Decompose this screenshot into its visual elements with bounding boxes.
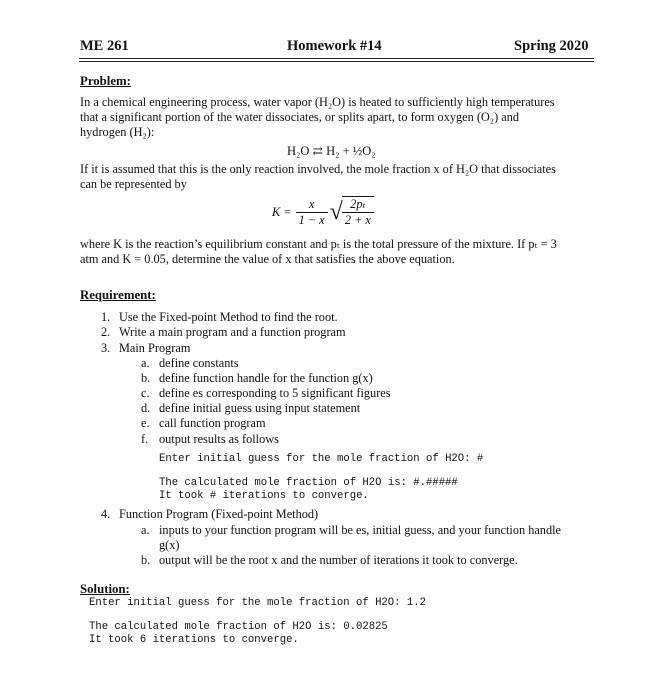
- list-item-number: 3.: [101, 341, 111, 355]
- sub-item-letter: d.: [141, 401, 151, 415]
- formula-sqrt-numerator: 2pₜ: [350, 197, 366, 211]
- sub-item-letter: c.: [141, 386, 150, 400]
- sub-item-letter: a.: [141, 356, 150, 370]
- sub-item-letter: a.: [141, 523, 150, 537]
- problem-line: hydrogen (H₂):: [80, 125, 155, 139]
- problem-line: atm and K = 0.05, determine the value of x that satisfies the above equation.: [80, 252, 455, 266]
- requirement-heading: Requirement:: [80, 288, 156, 302]
- sub-item: define constants: [159, 356, 239, 370]
- sub-item-letter: b.: [141, 371, 151, 385]
- problem-line: where K is the reaction’s equilibrium constant and pₜ is the total pressure of the mixture. If pₜ = 3: [80, 237, 557, 251]
- formula-lhs: K =: [272, 204, 292, 219]
- sub-item: output results as follows: [159, 432, 279, 446]
- course-code: ME 261: [80, 38, 129, 54]
- formula-fraction: [296, 197, 328, 228]
- homework-title: Homework #14: [287, 38, 382, 54]
- formula-sqrt-denominator: 2 + x: [342, 212, 374, 228]
- problem-line: If it is assumed that this is the only reaction involved, the mole fraction x of H₂O that dissociates: [80, 162, 556, 176]
- list-item-number: 4.: [101, 507, 111, 521]
- solution-output-line: It took 6 iterations to converge.: [89, 634, 299, 646]
- sub-item-letter: f.: [141, 432, 149, 446]
- list-item: Use the Fixed-point Method to find the root.: [119, 310, 338, 324]
- list-item: Main Program: [119, 341, 191, 355]
- formula-numerator: x: [308, 196, 315, 211]
- output-template-line: Enter initial guess for the mole fraction of H2O: #: [159, 453, 484, 465]
- header-rule-top: [79, 58, 594, 59]
- sub-item: define initial guess using input statement: [159, 401, 361, 415]
- solution-output-line: The calculated mole fraction of H2O is: 0.02825: [89, 621, 388, 633]
- list-item-number: 2.: [101, 325, 111, 339]
- problem-line: that a significant portion of the water dissociates, or splits apart, to form oxygen (O₂) and: [80, 110, 520, 124]
- sqrt-symbol: √: [329, 199, 343, 225]
- solution-output-line: Enter initial guess for the mole fraction of H2O: 1.2: [89, 597, 426, 609]
- sub-item: output will be the root x and the number of iterations it took to converge.: [159, 553, 518, 567]
- sub-item: inputs to your function program will be es, initial guess, and your function handle: [159, 523, 561, 537]
- problem-line: In a chemical engineering process, water vapor (H₂O) is heated to sufficiently high temperatures: [80, 95, 555, 109]
- term: Spring 2020: [514, 38, 589, 54]
- list-item: Function Program (Fixed-point Method): [119, 507, 319, 521]
- solution-heading: Solution:: [80, 582, 130, 596]
- problem-heading: Problem:: [80, 74, 131, 88]
- formula-denominator: 1 − x: [296, 212, 328, 228]
- sub-item-letter: b.: [141, 553, 151, 567]
- output-template-line: It took # iterations to converge.: [159, 490, 369, 502]
- formula-sqrt-fraction: [342, 196, 374, 228]
- sub-item-letter: e.: [141, 416, 150, 430]
- sub-item: define function handle for the function g(x): [159, 371, 373, 385]
- sub-item: define es corresponding to 5 significant figures: [159, 386, 391, 400]
- problem-line: can be represented by: [80, 177, 187, 191]
- sub-item-continued: g(x): [159, 538, 180, 552]
- sub-item: call function program: [159, 416, 266, 430]
- list-item-number: 1.: [101, 310, 111, 324]
- header-rule-bottom: [79, 61, 594, 62]
- reaction-equation: H₂O ⇄ H₂ + ½O₂: [287, 144, 376, 158]
- equilibrium-formula: [272, 192, 374, 232]
- output-template-line: The calculated mole fraction of H2O is: #.#####: [159, 477, 458, 489]
- list-item: Write a main program and a function program: [119, 325, 346, 339]
